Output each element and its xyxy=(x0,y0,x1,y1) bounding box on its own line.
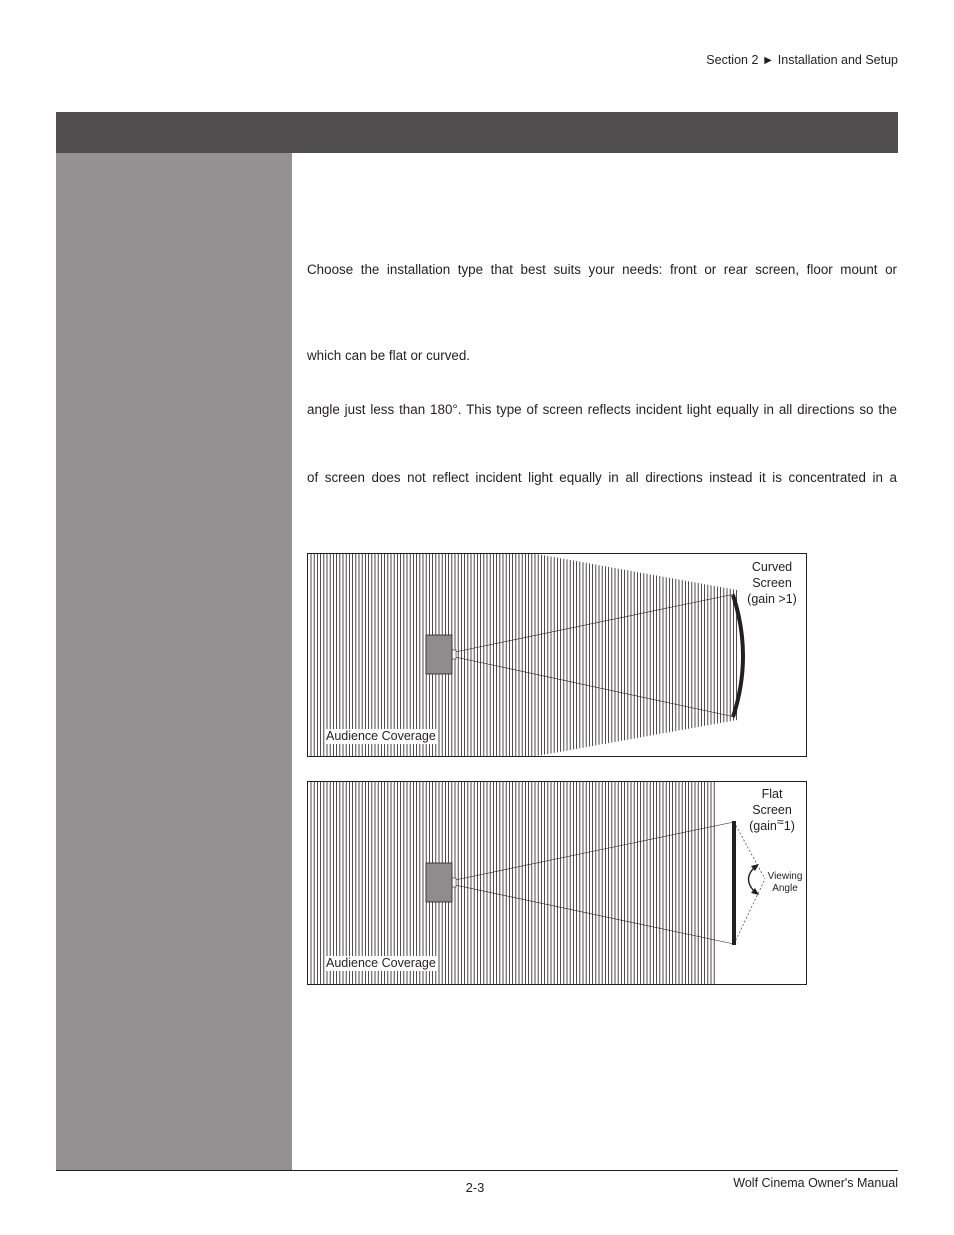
projector-body xyxy=(426,863,452,902)
audience-coverage-hatching xyxy=(311,782,714,984)
flat-screen-figure xyxy=(307,781,807,986)
paragraph-screen-types: which can be flat or curved. xyxy=(307,348,471,363)
flat-screen-label: Flat Screen (gain≈1) xyxy=(749,787,795,833)
footer-divider xyxy=(56,1170,898,1171)
audience-coverage-hatching xyxy=(311,554,737,756)
viewing-angle-label: Viewing Angle xyxy=(767,871,803,894)
section-header xyxy=(706,53,898,67)
curved-screen-figure xyxy=(307,553,807,758)
audience-coverage-label: Audience Coverage xyxy=(326,956,436,970)
curved-screen-label: Curved Screen (gain >1) xyxy=(747,560,797,606)
projector-lens xyxy=(452,650,456,659)
projector-lens xyxy=(452,878,456,887)
projector-body xyxy=(426,635,452,674)
section-label: Section 2 xyxy=(706,53,759,67)
arrow-right-icon: ► xyxy=(761,53,775,67)
manual-title: Wolf Cinema Owner's Manual xyxy=(733,1176,898,1190)
paragraph-installation-type: Choose the installation type that best suits your needs: front or rear screen, floor mount or xyxy=(307,262,897,277)
approx-symbol: ≈ xyxy=(776,815,784,829)
sidebar-panel xyxy=(56,153,292,1170)
audience-coverage-label: Audience Coverage xyxy=(326,729,436,743)
section-title: Installation and Setup xyxy=(777,53,898,67)
paragraph-high-gain-screen: of screen does not reflect incident light equally in all directions instead it is concentrated in a xyxy=(307,470,897,485)
page-number: 2-3 xyxy=(465,1180,485,1195)
curved-screen xyxy=(733,595,743,717)
paragraph-matte-screen: angle just less than 180°. This type of screen reflects incident light equally in all directions so the xyxy=(307,402,897,417)
title-bar xyxy=(56,112,898,153)
